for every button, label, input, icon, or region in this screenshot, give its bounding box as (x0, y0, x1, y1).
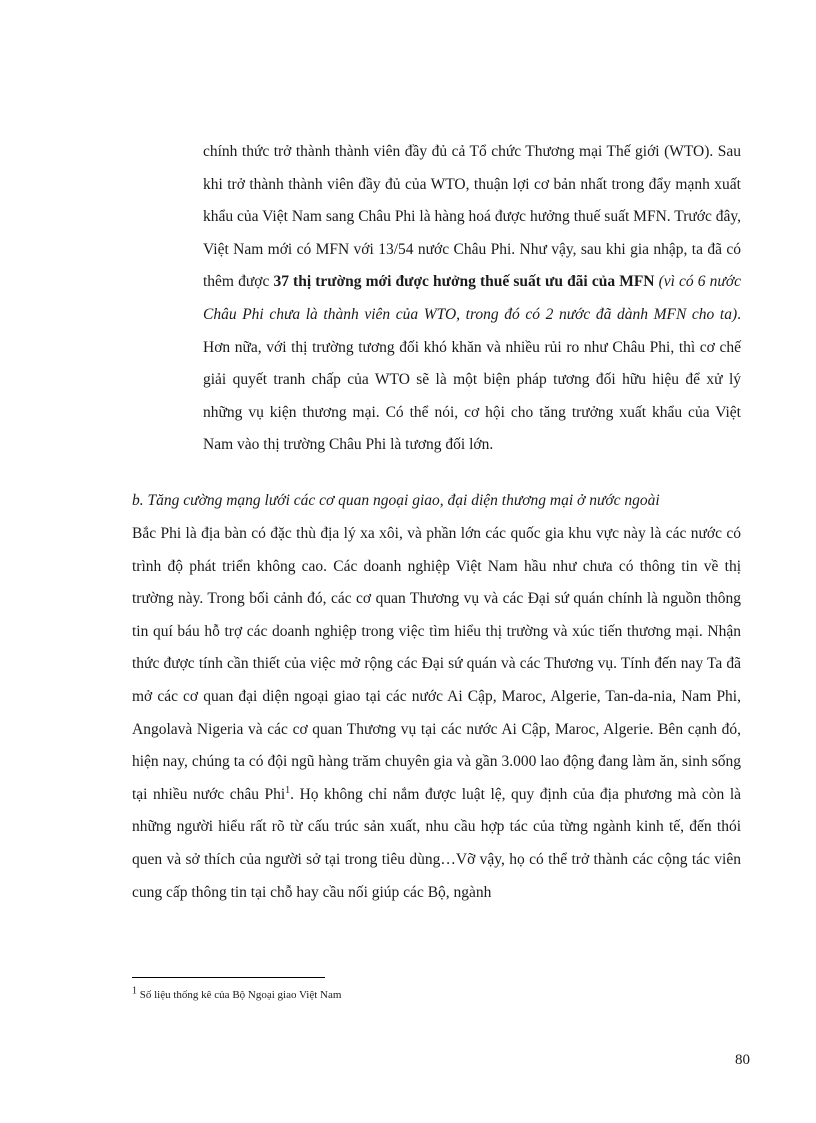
paragraph-text: . Họ không chỉ nắm được luật lệ, quy định của địa phương mà còn là những người hiểu rất rõ từ cấu trúc sản xuất, nhu cầu hợp tác của từng ngành kinh tế, đến thói quen và sở thích của người sở tại trong tiêu dùng…Vỡ vậy, họ có thể trở thành các cộng tác viên cung cấp thông tin tại chỗ hay cầu nối giúp các Bộ, ngành (132, 785, 742, 901)
italic-note: (vì có 6 nước Châu Phi chưa là thành viên của WTO, trong đó có 2 nước đã dành MFN cho ta) (203, 273, 741, 323)
footnote-text: Số liệu thống kê của Bộ Ngoại giao Việt Nam (139, 989, 342, 1001)
section-heading: b. Tăng cường mạng lưới các cơ quan ngoại giao, đại diện thương mại ở nước ngoài (132, 492, 660, 509)
paragraph-text: chính thức trở thành thành viên đầy đủ cả Tổ chức Thương mại Thế giới (WTO). Sau khi trở thành thành viên đầy đủ của WTO, thuận lợi cơ bản nhất trong đẩy mạnh xuất khẩu của Việt Nam sang Châu Phi là hàng hoá được hưởng thuế suất MFN. Trước đây, Việt Nam mới có MFN với 13/54 nước Châu Phi. Như vậy, sau khi gia nhập, ta đã có thêm được (203, 143, 741, 291)
page-number: 80 (735, 1052, 750, 1068)
bold-emphasis: 37 thị trường mới được hưởng thuế suất ưu đãi của MFN (273, 273, 655, 291)
footnote-number: 1 (132, 985, 137, 997)
footnote (132, 987, 341, 1003)
footnote-separator (132, 977, 325, 978)
paragraph-text: . Hơn nữa, với thị trường tương đối khó khăn và nhiều rủi ro như Châu Phi, thì cơ chế giải quyết tranh chấp của WTO sẽ là một biện pháp tương đối hữu hiệu để xử lý những vụ kiện thương mại. Có thể nói, cơ hội cho tăng trưởng xuất khẩu của Việt Nam vào thị trường Châu Phi là tương đối lớn. (203, 305, 741, 454)
body-paragraph (132, 518, 741, 909)
footnote-reference[interactable]: 1 (285, 784, 291, 796)
body-paragraph (203, 136, 741, 462)
paragraph-text: Bắc Phi là địa bàn có đặc thù địa lý xa xôi, và phần lớn các quốc gia khu vực này là các nước có trình độ phát triển không cao. Các doanh nghiệp Việt Nam hầu như chưa có thông tin về thị trường này. Trong bối cảnh đó, các cơ quan Thương vụ và các Đại sứ quán chính là nguồn thông tin quí báu hỗ trợ các doanh nghiệp trong việc tìm hiểu thị trường và xúc tiến thương mại. Nhận thức được tính cần thiết của việc mở rộng các Đại sứ quán và các Thương vụ. Tính đến nay Ta đã mở các cơ quan đại diện ngoại giao tại các nước Ai Cập, Maroc, Algerie, Tan-da-nia, Nam Phi, Angolavà Nigeria và các cơ quan Thương vụ tại các nước Ai Cập, Maroc, Algerie. Bên cạnh đó, hiện nay, chúng ta có đội ngũ hàng trăm chuyên gia và gần 3.000 lao động đang làm ăn, sinh sống tại nhiều nước châu Phi (132, 525, 741, 803)
